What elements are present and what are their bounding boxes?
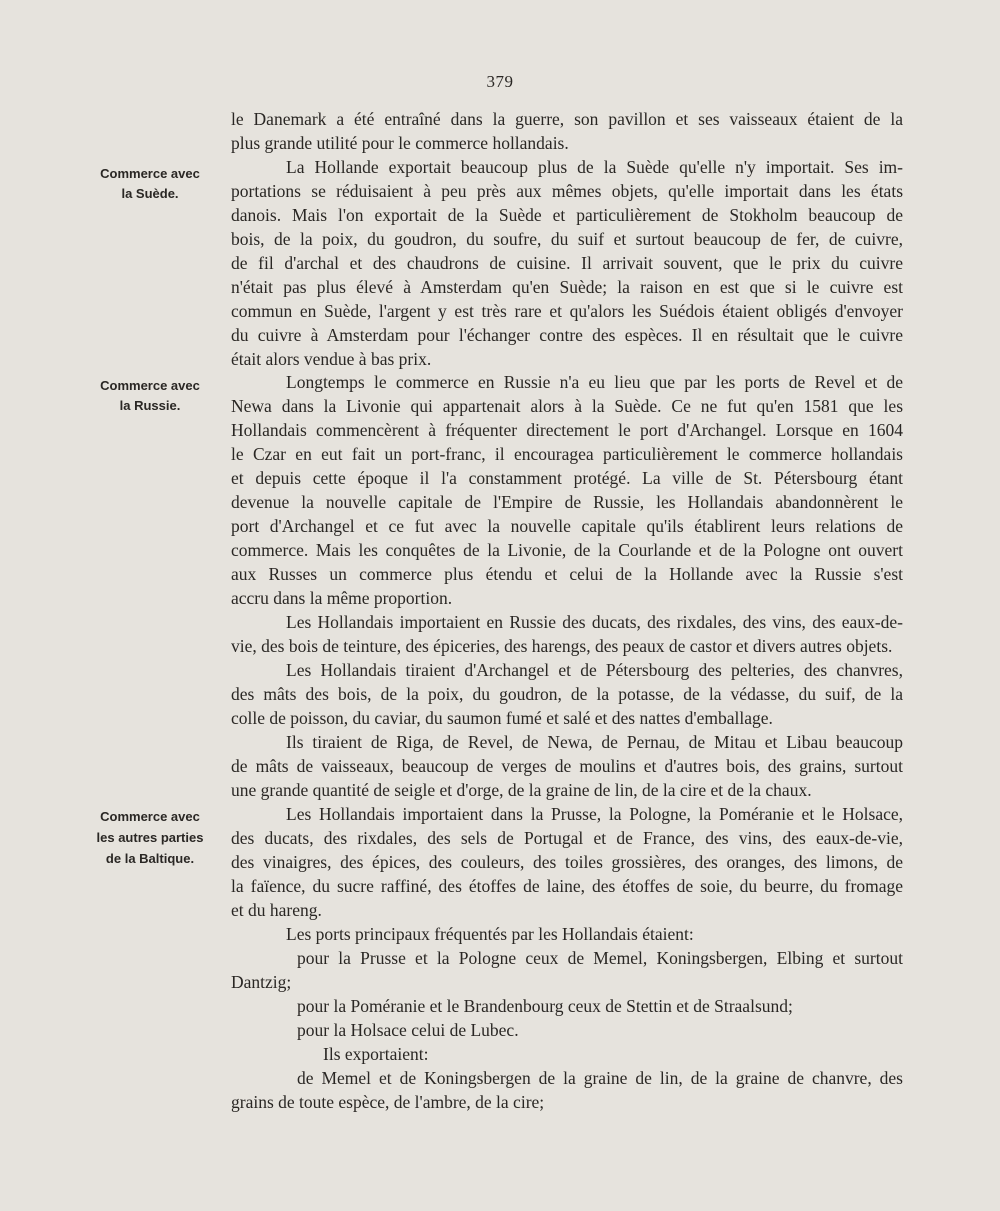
text-line: Newa dans la Livonie qui appartenait alors à la Suède. Ce ne fut qu'en 1581 que les — [231, 396, 903, 416]
text-line: Les ports principaux fréquentés par les Hollandais étaient: — [286, 924, 694, 944]
text-line: vie, des bois de teinture, des épiceries, des harengs, des peaux de castor et divers autres objets. — [231, 636, 893, 656]
text-line: Hollandais commencèrent à fréquenter directement le port d'Archangel. Lorsque en 1604 — [231, 420, 903, 440]
margin-note-suede — [70, 164, 230, 204]
text-line: pour la Poméranie et le Brandenbourg ceux de Stettin et de Straalsund; — [297, 996, 793, 1016]
text-line: portations se réduisaient à peu près aux mêmes objets, qu'elle importait dans les états — [231, 181, 903, 201]
margin-note-line: la Russie. — [119, 398, 181, 413]
margin-note-line: les autres parties — [96, 830, 204, 845]
text-line: devenue la nouvelle capitale de l'Empire de Russie, les Hollandais abandonnèrent le — [231, 492, 903, 512]
margin-note-line: Commerce avec — [100, 166, 200, 181]
text-line: grains de toute espèce, de l'ambre, de la cire; — [231, 1092, 545, 1112]
margin-note-russie — [70, 376, 230, 416]
text-line: commerce. Mais les conquêtes de la Livonie, de la Courlande et de la Pologne ont ouvert — [231, 540, 903, 560]
text-line: le Czar en eut fait un port-franc, il encouragea particulièrement le commerce hollandais — [231, 444, 903, 464]
text-line: Longtemps le commerce en Russie n'a eu lieu que par les ports de Revel et de — [286, 372, 903, 392]
text-line: Ils exportaient: — [323, 1044, 429, 1064]
text-line: Les Hollandais importaient en Russie des ducats, des rixdales, des vins, des eaux-de- — [286, 612, 903, 632]
text-line: pour la Prusse et la Pologne ceux de Memel, Koningsbergen, Elbing et surtout — [297, 948, 903, 968]
margin-note-line: Commerce avec — [100, 378, 200, 393]
text-line: n'était pas plus élevé à Amsterdam qu'en Suède; la raison en est que si le cuivre est — [231, 277, 903, 297]
text-line: du cuivre à Amsterdam pour l'échanger contre des espèces. Il en résultait que le cuivre — [231, 325, 903, 345]
text-line: était alors vendue à bas prix. — [231, 349, 432, 369]
text-line: et du hareng. — [231, 900, 322, 920]
text-line: pour la Holsace celui de Lubec. — [297, 1020, 519, 1040]
text-line: des mâts des bois, de la poix, du goudron, de la potasse, de la védasse, du suif, de la — [231, 684, 903, 704]
text-line: La Hollande exportait beaucoup plus de la Suède qu'elle n'y importait. Ses im- — [286, 157, 903, 177]
text-line: plus grande utilité pour le commerce hollandais. — [231, 133, 569, 153]
text-line: des vinaigres, des épices, des couleurs, des toiles grossières, des oranges, des limons, de — [231, 852, 903, 872]
text-line: accru dans la même proportion. — [231, 588, 453, 608]
margin-note-line: la Suède. — [121, 186, 179, 201]
text-line: et depuis cette époque il l'a constamment protégé. La ville de St. Pétersbourg étant — [231, 468, 903, 488]
margin-note-line: de la Baltique. — [105, 851, 195, 866]
text-line: Les Hollandais importaient dans la Prusse, la Pologne, la Poméranie et le Holsace, — [286, 804, 903, 824]
text-line: aux Russes un commerce plus étendu et celui de la Hollande avec la Russie s'est — [231, 564, 903, 584]
text-line: port d'Archangel et ce fut avec la nouvelle capitale qu'ils établirent leurs relations de — [231, 516, 903, 536]
text-line: des ducats, des rixdales, des sels de Portugal et de France, des vins, des eaux-de-vie, — [231, 828, 903, 848]
text-line: Dantzig; — [231, 972, 292, 992]
margin-note-line: Commerce avec — [100, 809, 200, 824]
text-line: le Danemark a été entraîné dans la guerre, son pavillon et ses vaisseaux étaient de la — [231, 109, 903, 129]
text-line: de mâts de vaisseaux, beaucoup de verges de moulins et d'autres bois, des grains, surtout — [231, 756, 903, 776]
text-line: danois. Mais l'on exportait de la Suède et particulièrement de Stokholm beaucoup de — [231, 205, 903, 225]
text-line: Ils tiraient de Riga, de Revel, de Newa, de Pernau, de Mitau et Libau beaucoup — [286, 732, 903, 752]
text-line: colle de poisson, du caviar, du saumon fumé et salé et des nattes d'emballage. — [231, 708, 773, 728]
text-line: la faïence, du sucre raffiné, des étoffes de laine, des étoffes de soie, du beurre, du fromage — [231, 876, 903, 896]
text-line: commun en Suède, l'argent y est très rare et qu'alors les Suédois étaient obligés d'envoyer — [231, 301, 903, 321]
text-line: bois, de la poix, du goudron, du soufre, du suif et surtout beaucoup de fer, de cuivre, — [231, 229, 903, 249]
margin-note-baltique — [70, 806, 230, 869]
text-line: Les Hollandais tiraient d'Archangel et de Pétersbourg des pelteries, des chanvres, — [286, 660, 903, 680]
text-line: de fil d'archal et des chaudrons de cuisine. Il arrivait souvent, que le prix du cuivre — [231, 253, 903, 273]
page-number: 379 — [486, 72, 514, 91]
text-line: de Memel et de Koningsbergen de la graine de lin, de la graine de chanvre, des — [297, 1068, 903, 1088]
text-line: une grande quantité de seigle et d'orge, de la graine de lin, de la cire et de la chaux. — [231, 780, 812, 800]
